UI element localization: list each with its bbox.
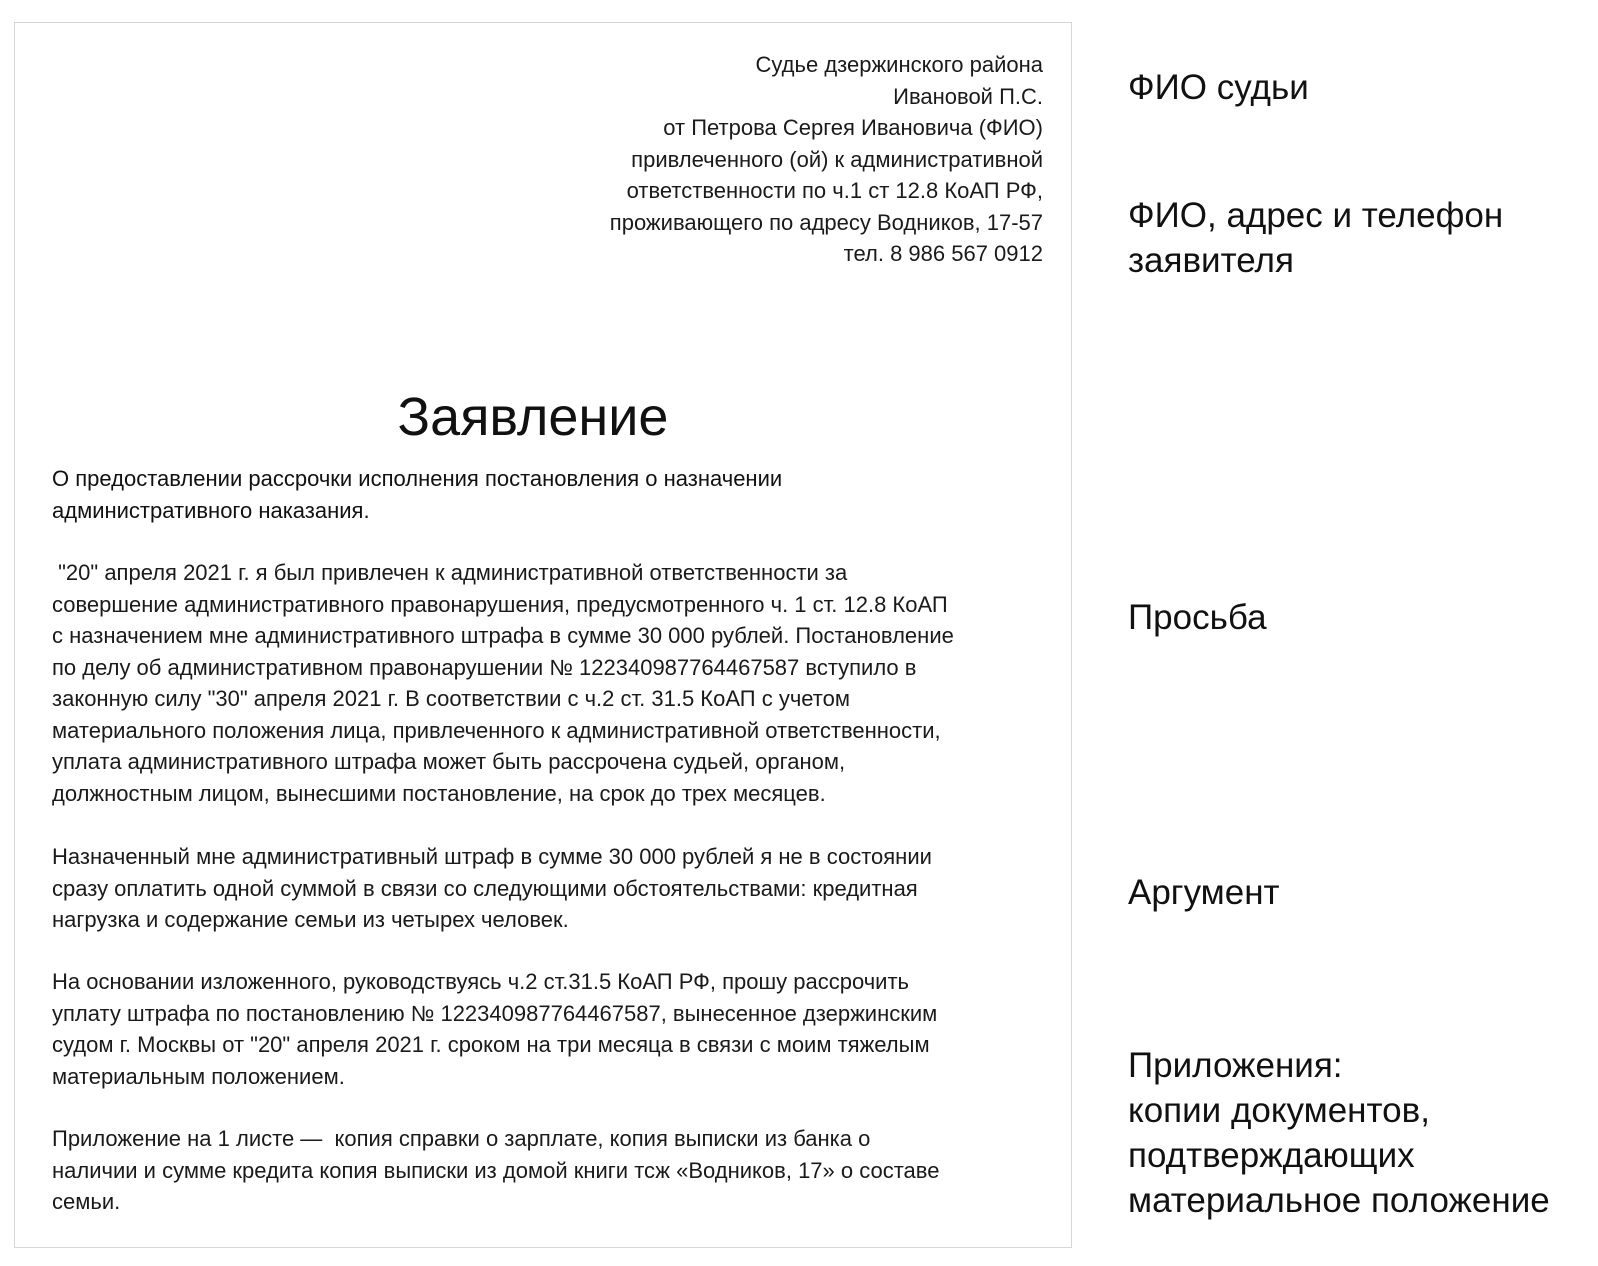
paragraph-line: материальным положением. <box>52 1063 345 1089</box>
paragraph-line: уплата административного штрафа может быть рассрочена судьей, органом, <box>52 749 846 774</box>
paragraph-line: должностным лицом, вынесшими постановление, на срок до трех месяцев. <box>52 780 826 806</box>
header-line: тел. 8 986 567 0912 <box>843 241 1043 266</box>
header-line: Ивановой П.С. <box>893 83 1043 109</box>
paragraph-line: На основании изложенного, руководствуясь ч.2 ст.31.5 КоАП РФ, прошу рассрочить <box>52 969 909 994</box>
paragraph-line: Приложение на 1 листе — копия справки о зарплате, копия выписки из банка о <box>52 1126 871 1151</box>
header-line: Судье дзержинского района <box>755 52 1043 77</box>
paragraph-line: совершение административного правонарушения, предусмотренного ч. 1 ст. 12.8 КоАП <box>52 591 948 617</box>
annotation-line: ФИО, адрес и телефон <box>1128 196 1504 235</box>
subject-line: административного наказания. <box>52 498 370 523</box>
annotation-line: материальное положение <box>1128 1181 1550 1220</box>
paragraph-attachments <box>52 1123 1052 1218</box>
paragraph-line: нагрузка и содержание семьи из четырех человек. <box>52 907 569 932</box>
paragraph-line: семьи. <box>52 1189 121 1214</box>
paragraph-line: законную силу "30" апреля 2021 г. В соответствии с ч.2 ст. 31.5 КоАП с учетом <box>52 686 850 711</box>
subject-line: О предоставлении рассрочки исполнения постановления о назначении <box>52 466 783 491</box>
document-header <box>610 49 1043 270</box>
paragraph-line: уплату штрафа по постановлению № 122340987764467587, вынесенное дзержинским <box>52 1000 938 1026</box>
header-line: привлеченного (ой) к административной <box>631 146 1043 172</box>
paragraph-line: с назначением мне административного штрафа в сумме 30 000 рублей. Постановление <box>52 623 954 648</box>
annotation-argument: Аргумент <box>1128 873 1280 912</box>
paragraph-circumstances <box>52 557 1052 809</box>
header-line: ответственности по ч.1 ст 12.8 КоАП РФ, <box>626 178 1043 203</box>
annotation-judge: ФИО судьи <box>1128 68 1309 107</box>
paragraph-request <box>52 966 1052 1092</box>
annotation-line: Приложения: <box>1128 1046 1343 1085</box>
paragraph-line: "20" апреля 2021 г. я был привлечен к административной ответственности за <box>52 560 848 585</box>
annotation-line: копии документов, <box>1128 1091 1430 1130</box>
paragraph-line: наличии и сумме кредита копия выписки из домой книги тсж «Водников, 17» о составе <box>52 1157 940 1183</box>
paragraph-line: сразу оплатить одной суммой в связи со следующими обстоятельствами: кредитная <box>52 875 918 901</box>
annotation-request: Просьба <box>1128 598 1267 637</box>
paragraph-line: по делу об административном правонарушении № 122340987764467587 вступило в <box>52 654 917 680</box>
document-title: Заявление <box>397 387 669 447</box>
annotation-line: заявителя <box>1128 241 1294 280</box>
header-line: от Петрова Сергея Ивановича (ФИО) <box>663 115 1043 140</box>
annotation-applicant <box>1128 193 1503 283</box>
document-page <box>14 22 1072 1248</box>
document-subject <box>52 463 1052 527</box>
annotation-line: подтверждающих <box>1128 1136 1415 1175</box>
header-line: проживающего по адресу Водников, 17-57 <box>609 209 1043 235</box>
paragraph-line: Назначенный мне административный штраф в сумме 30 000 рублей я не в состоянии <box>52 844 932 869</box>
paragraph-argument <box>52 841 1052 936</box>
paragraph-line: материального положения лица, привлеченного к административной ответственности, <box>52 717 941 743</box>
paragraph-line: судом г. Москвы от "20" апреля 2021 г. сроком на три месяца в связи с моим тяжелым <box>52 1032 930 1057</box>
annotation-attachments <box>1128 1043 1550 1223</box>
